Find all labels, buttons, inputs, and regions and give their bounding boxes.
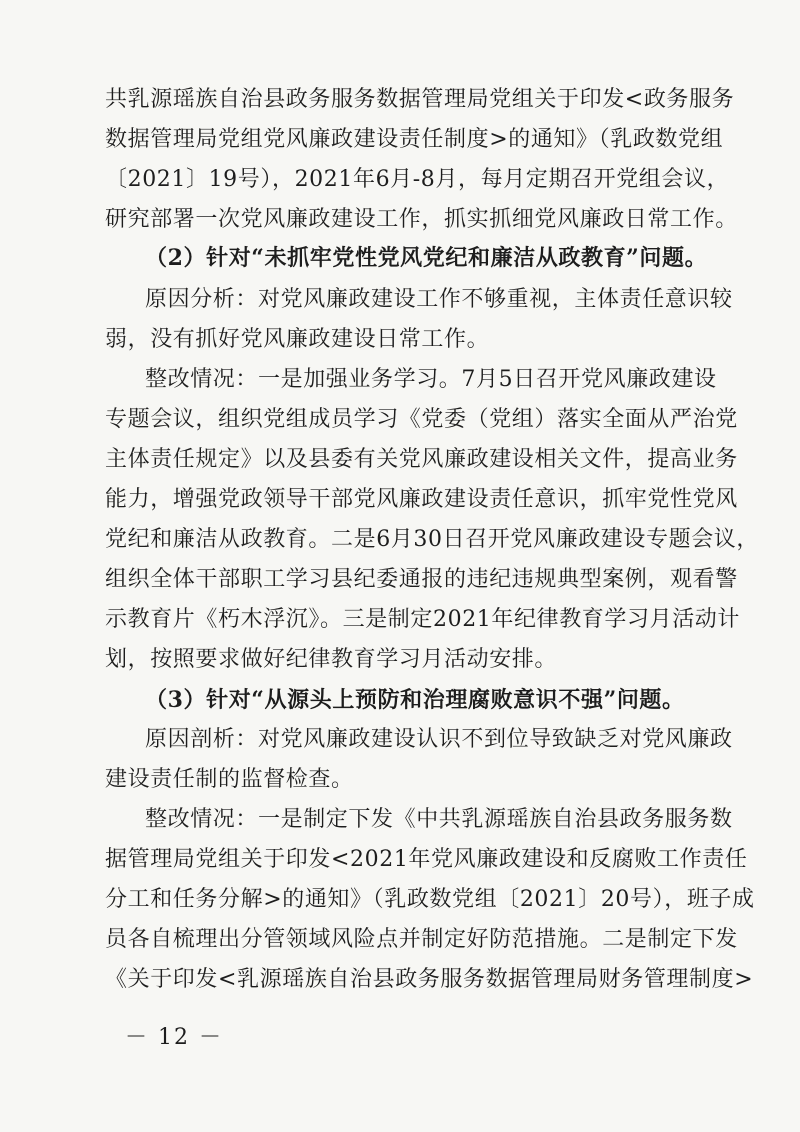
text-line: 《关于印发<乳源瑶族自治县政务服务数据管理局财务管理制度> xyxy=(105,967,754,992)
text-line: 能力，增强党政领导干部党风廉政建设责任意识，抓牢党性党风 xyxy=(105,487,738,512)
text-line: 原因分析：对党风廉政建设工作不够重视，主体责任意识较 xyxy=(145,287,733,312)
text-line: 主体责任规定》以及县委有关党风廉政建设相关文件，提高业务 xyxy=(105,447,738,472)
text-line: 整改情况：一是制定下发《中共乳源瑶族自治县政务服务数 xyxy=(145,807,733,832)
text-line: 据管理局党组关于印发<2021年党风廉政建设和反腐败工作责任 xyxy=(105,847,748,872)
text-line: 组织全体干部职工学习县纪委通报的违纪违规典型案例，观看警 xyxy=(105,567,738,592)
text-line: 划，按照要求做好纪律教育学习月活动安排。 xyxy=(105,647,558,672)
text-line: 〔2021〕19号），2021年6月-8月，每月定期召开党组会议， xyxy=(105,167,730,192)
text-line: 示教育片《朽木浮沉》。三是制定2021年纪律教育学习月活动计 xyxy=(105,607,740,632)
text-line: 数据管理局党组党风廉政建设责任制度>的通知》（乳政数党组 xyxy=(105,127,724,152)
text-line: 整改情况：一是加强业务学习。7月5日召开党风廉政建设 xyxy=(145,367,717,392)
section-heading-3: （3）针对“从源头上预防和治理腐败意识不强”问题。 xyxy=(145,687,685,713)
text-line: 共乳源瑶族自治县政务服务数据管理局党组关于印发<政务服务 xyxy=(105,87,735,112)
text-line: 原因剖析：对党风廉政建设认识不到位导致缺乏对党风廉政 xyxy=(145,727,733,752)
text-line: 分工和任务分解>的通知》（乳政数党组〔2021〕20号），班子成 xyxy=(105,887,755,912)
text-line: 党纪和廉洁从政教育。二是6月30日召开党风廉政建设专题会议， xyxy=(105,527,759,552)
page-number: － 12 － xyxy=(125,1025,223,1050)
text-line: 专题会议，组织党组成员学习《党委（党组）落实全面从严治党 xyxy=(105,407,738,432)
text-line: 建设责任制的监督检查。 xyxy=(105,767,354,792)
section-heading-2: （2）针对“未抓牢党性党风党纪和廉洁从政教育”问题。 xyxy=(145,245,708,271)
text-line: 弱，没有抓好党风廉政建设日常工作。 xyxy=(105,327,490,352)
text-line: 研究部署一次党风廉政建设工作，抓实抓细党风廉政日常工作。 xyxy=(105,207,738,232)
text-line: 员各自梳理出分管领域风险点并制定好防范措施。二是制定下发 xyxy=(105,927,738,952)
